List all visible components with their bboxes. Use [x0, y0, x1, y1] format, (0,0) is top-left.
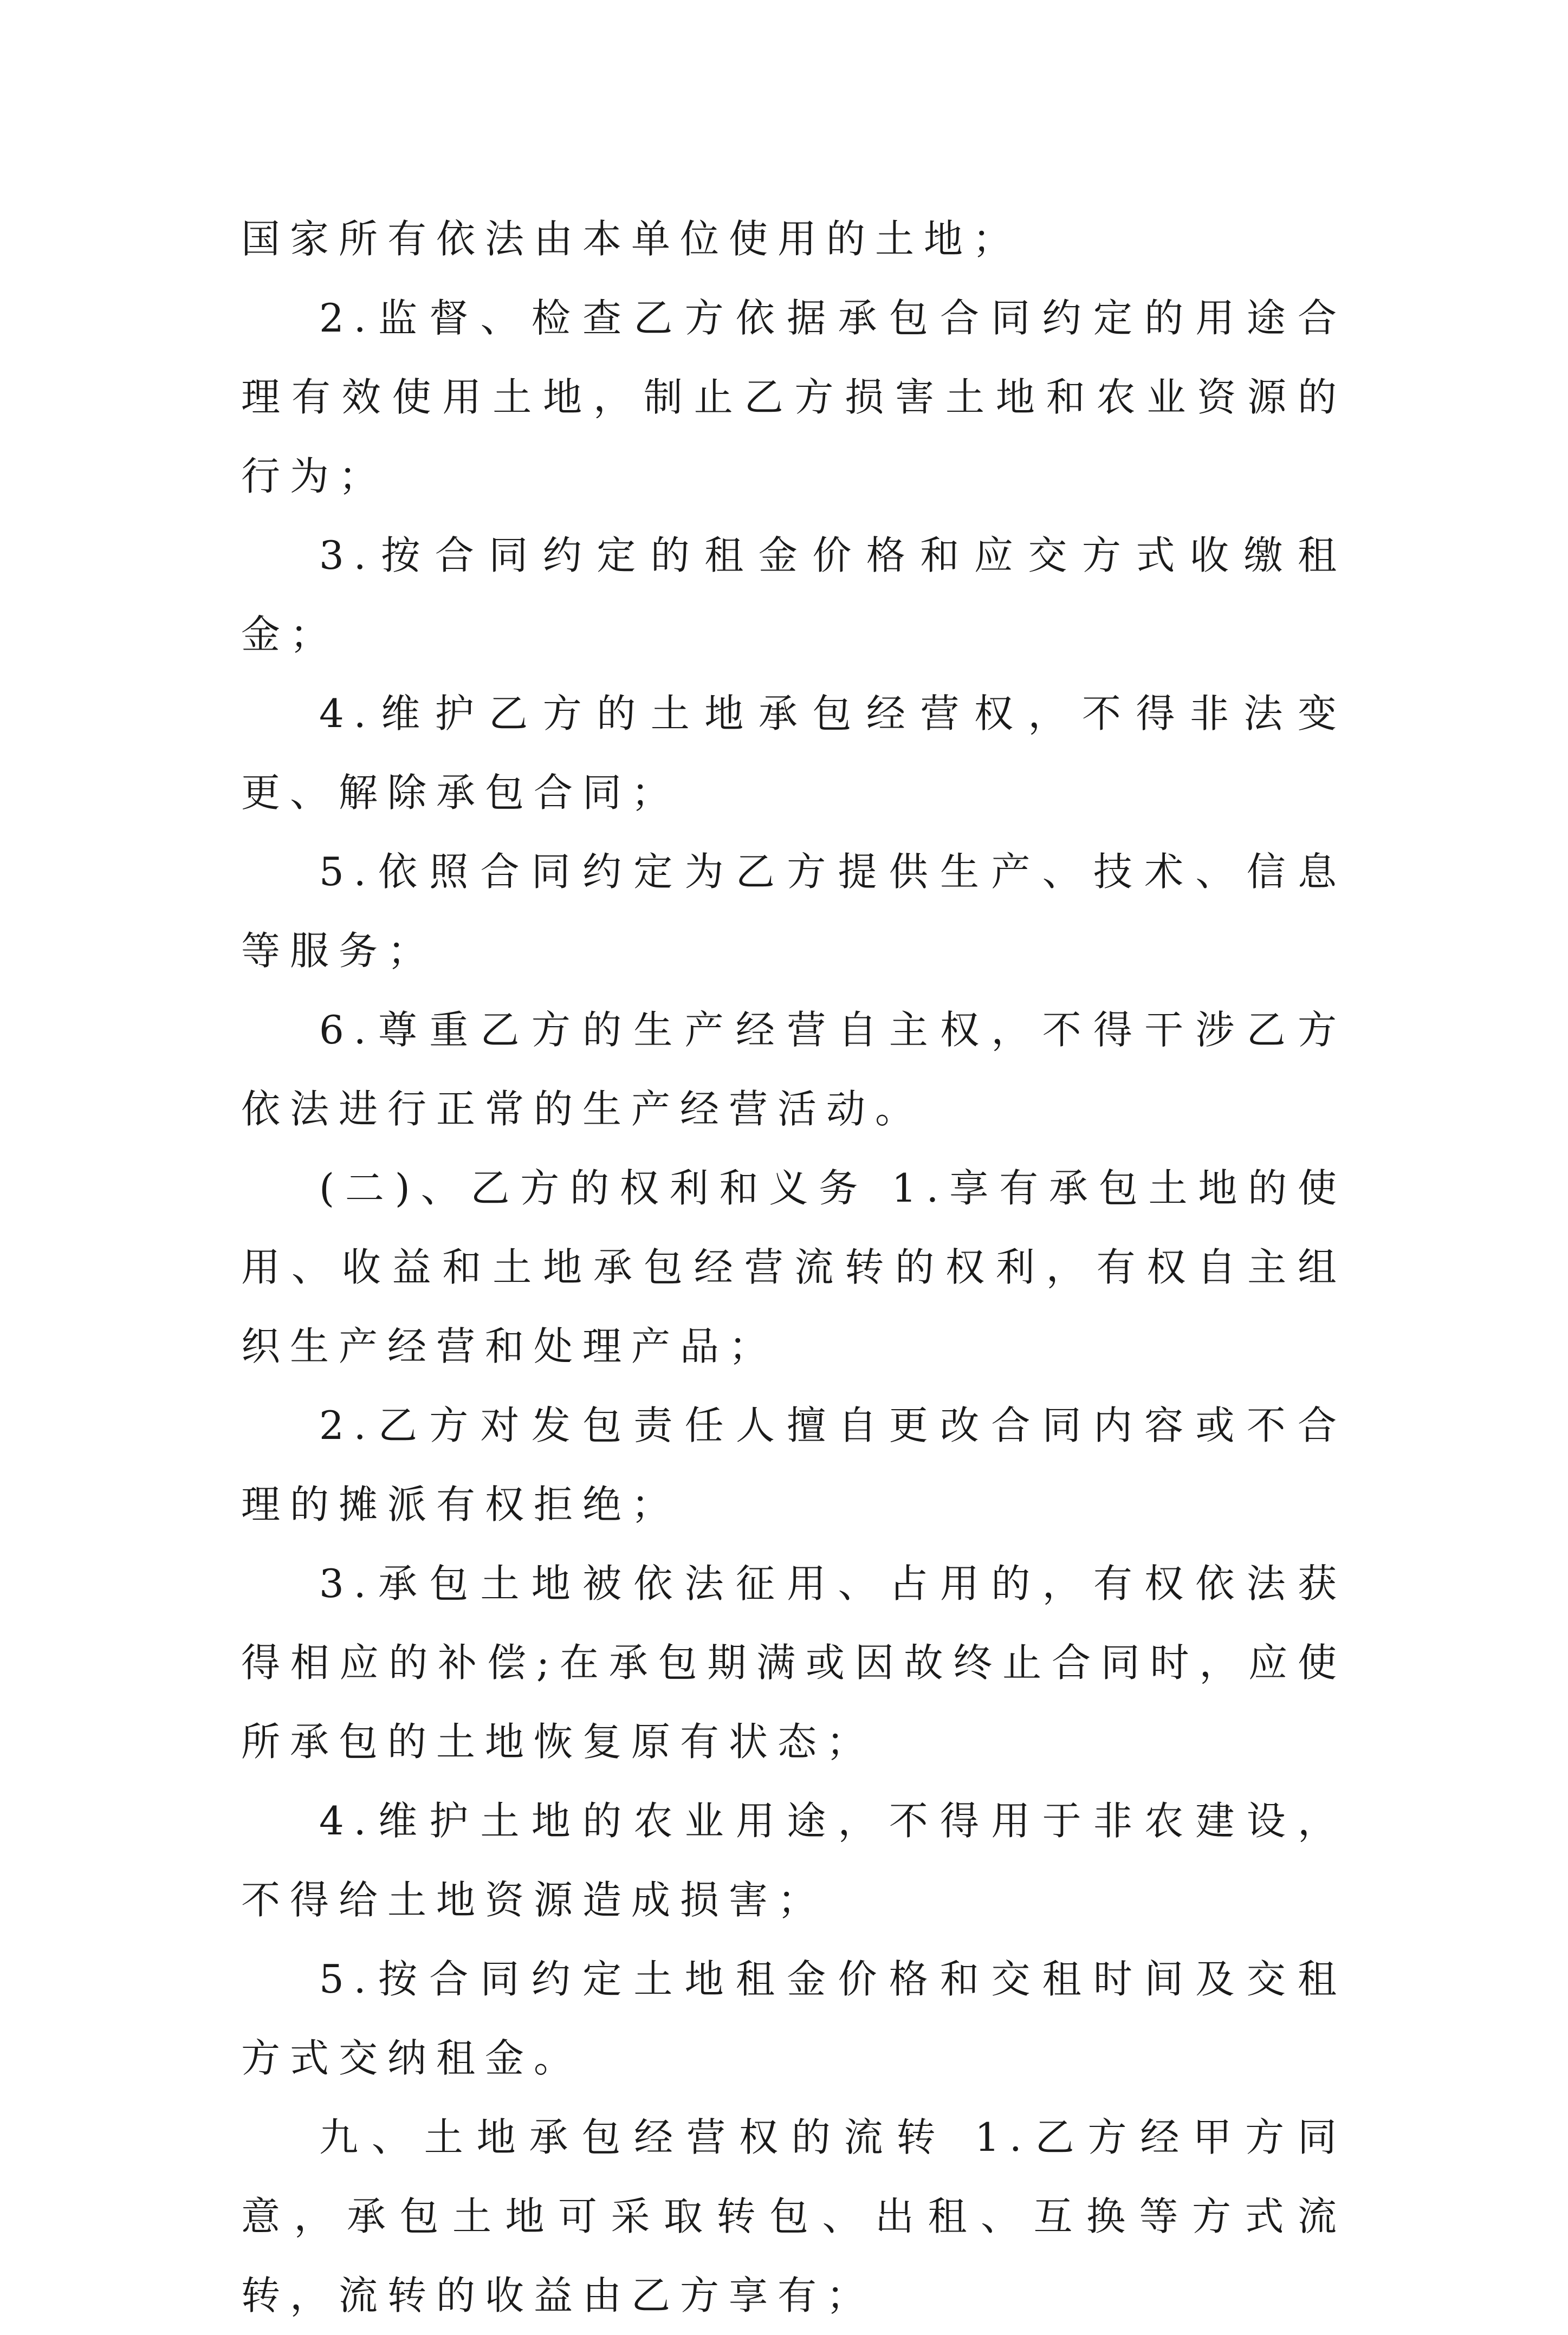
- paragraph-continuation: 国家所有依法由本单位使用的土地；: [241, 216, 1022, 262]
- paragraph-item: 4.维护土地的农业用途，不得用于非农建设，不得给土地资源造成损害；: [241, 1798, 1346, 1923]
- contract-text-body: [241, 199, 1346, 2335]
- paragraph-section-heading: 九、土地承包经营权的流转 1.乙方经甲方同意，承包土地可采取转包、出租、互换等方式流转，流转的收益由乙方享有；: [241, 2115, 1346, 2318]
- paragraph-item: 3.承包土地被依法征用、占用的，有权依法获得相应的补偿;在承包期满或因故终止合同时，应使所承包的土地恢复原有状态；: [241, 1561, 1346, 1765]
- paragraph-item: 6.尊重乙方的生产经营自主权，不得干涉乙方依法进行正常的生产经营活动。: [241, 1007, 1346, 1132]
- paragraph-item: 3.按合同约定的租金价格和应交方式收缴租金；: [241, 533, 1346, 657]
- paragraph-item: 4.维护乙方的土地承包经营权，不得非法变更、解除承包合同；: [241, 691, 1346, 815]
- paragraph-item: 2.乙方对发包责任人擅自更改合同内容或不合理的摊派有权拒绝；: [241, 1403, 1346, 1527]
- paragraph-section-heading: (二)、乙方的权利和义务 1.享有承包土地的使用、收益和土地承包经营流转的权利，有权自主组织生产经营和处理产品；: [241, 1165, 1346, 1369]
- paragraph-item: 5.按合同约定土地租金价格和交租时间及交租方式交纳租金。: [241, 1956, 1346, 2081]
- paragraph-item: 2.监督、检查乙方依据承包合同约定的用途合理有效使用土地，制止乙方损害土地和农业资源的行为；: [241, 295, 1346, 499]
- paragraph-item: 5.依照合同约定为乙方提供生产、技术、信息等服务；: [241, 849, 1346, 974]
